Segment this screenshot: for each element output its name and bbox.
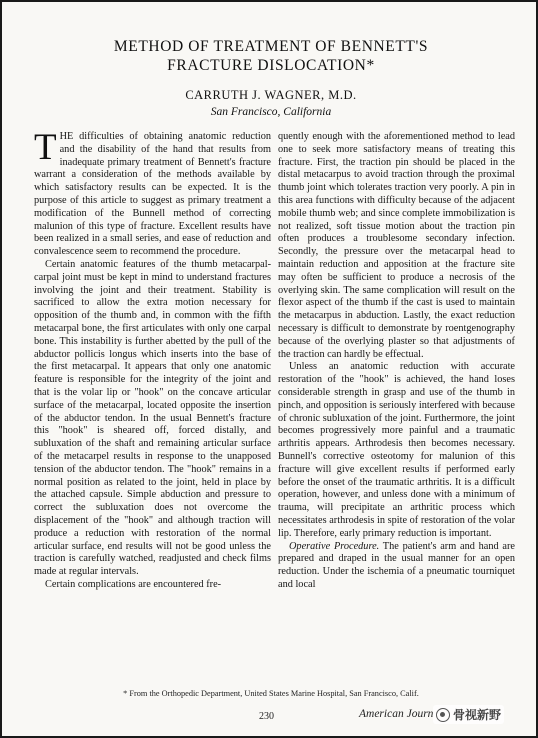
footnote: * From the Orthopedic Department, United States Marine Hospital, San Francisco, Calif. [123, 689, 419, 698]
intro-paragraph [34, 127, 271, 259]
title-line-2: FRACTURE DISLOCATION* [167, 57, 375, 74]
left-column [34, 127, 271, 592]
watermark-logo-icon [436, 708, 450, 722]
watermark-text: 骨视新野 [453, 708, 502, 722]
author-location: San Francisco, California [210, 106, 332, 118]
right-column [278, 131, 515, 592]
complications-paragraph-cont: quently enough with the aforementioned method to lead one to seek more satisfactory means of treating this fracture. First, the traction pin should be placed in the distal metacarpus to avoid traction through the proximal thumb joint which tolerates traction very poorly. A pin in this area functions with difficulty because of the adjacent mobile thumb web; and since complete immobilization is not realized, soft tissue motion about the traction pin often produces a troublesome secondary infection. Secondly, the pressure over the metacarpal head to maintain reduction and apposition at the fracture site may often be sufficient to produce a necrosis of the overlying skin. The same complication will result on the flexor aspect of the thumb if the cast is used to maintain the metacarpus in abduction. Lastly, the exact reduction necessary is difficult to demonstrate by roentgenography because of the overlying plaster so that adjustments of the traction can hardly be effectual. [278, 131, 515, 360]
journal-name: American Journ [359, 708, 434, 720]
operative-text: The patient's arm and hand are prepared and draped in the usual manner for an open reduction. Under the ischemia of a pneumatic tourniquet and local [278, 540, 515, 590]
article-title [2, 37, 538, 75]
author-name: CARRUTH J. WAGNER, M.D. [185, 88, 357, 102]
title-line-1: METHOD OF TREATMENT OF BENNETT'S [113, 38, 429, 55]
anatomy-paragraph: Certain anatomic features of the thumb metacarpal-carpal joint must be kept in mind to understand fractures involving the joint and their treatment. Stability is sacrificed to allow the extra motion necessary for opposition of the thumb and, in common with the fifth metacarpal bone, the first articulates with only one carpal bone. This instability is further abetted by the pull of the abductor pollicis longus which inserts into the base of the first metacarpal. It appears that only one anatomic feature is responsible for the integrity of the joint and that is the volar lip or "hook" on the concave articular surface of the metacarpal, located opposite the insertion of the abductor tendon. In the usual Bennett's fracture this "hook" is sheared off, forced distally, and subluxation of the shaft and remaining articular surface of the metacarpel results in response to the unapposed tension of the abductor tendon. The "hook" remains in a normal position as related to the joint, held in place by the attached capsule. Simple abduction and pressure to correct the subluxation does not overcome the displacement of the "hook" and although traction will produce a reduction with restoration of the normal articular surface, end results will not be good unless the traction is carefully watched, readjusted and check films made at regular intervals. [34, 258, 271, 578]
operative-heading: Operative Procedure. [289, 540, 380, 552]
page-number: 230 [259, 711, 274, 722]
drop-cap: T [34, 127, 57, 168]
operative-paragraph [278, 541, 515, 592]
watermark [433, 705, 504, 724]
reduction-paragraph: Unless an anatomic reduction with accurate restoration of the "hook" is achieved, the hand loses considerable strength in grasp and use of the thumb in pinch, and opposition is seriously interfered with because of chronic subluxation of the joint. Furthermore, the joint becomes progressively more painful and a traumatic arthritis appears. Arthrodesis then becomes necessary. Bunnell's corrective osteotomy for malunion of this fracture will give excellent results if performed early before the onset of the traumatic arthritis. It is a difficult operation, however, and unless done with a minimum of trauma, will precipitate an arthritic process which necessitates arthrodesis in spite of restoration of the volar lip. Therefore, early primary reduction is important. [278, 361, 515, 539]
intro-text: HE difficulties of obtaining anatomic reduction and the disability of the hand that results from inadequate primary treatment of Bennett's fracture warrant a consideration of the methods available by which satisfactory results can be expected. It is the purpose of this article to suggest as primary treatment a modification of the Bunnell method of correcting malunion of this type of fracture. Excellent results have been realized in a small series, and ease of reduction and convalescence seem to recommend the procedure. [34, 131, 271, 258]
complications-paragraph-start: Certain complications are encountered fre- [45, 578, 222, 590]
